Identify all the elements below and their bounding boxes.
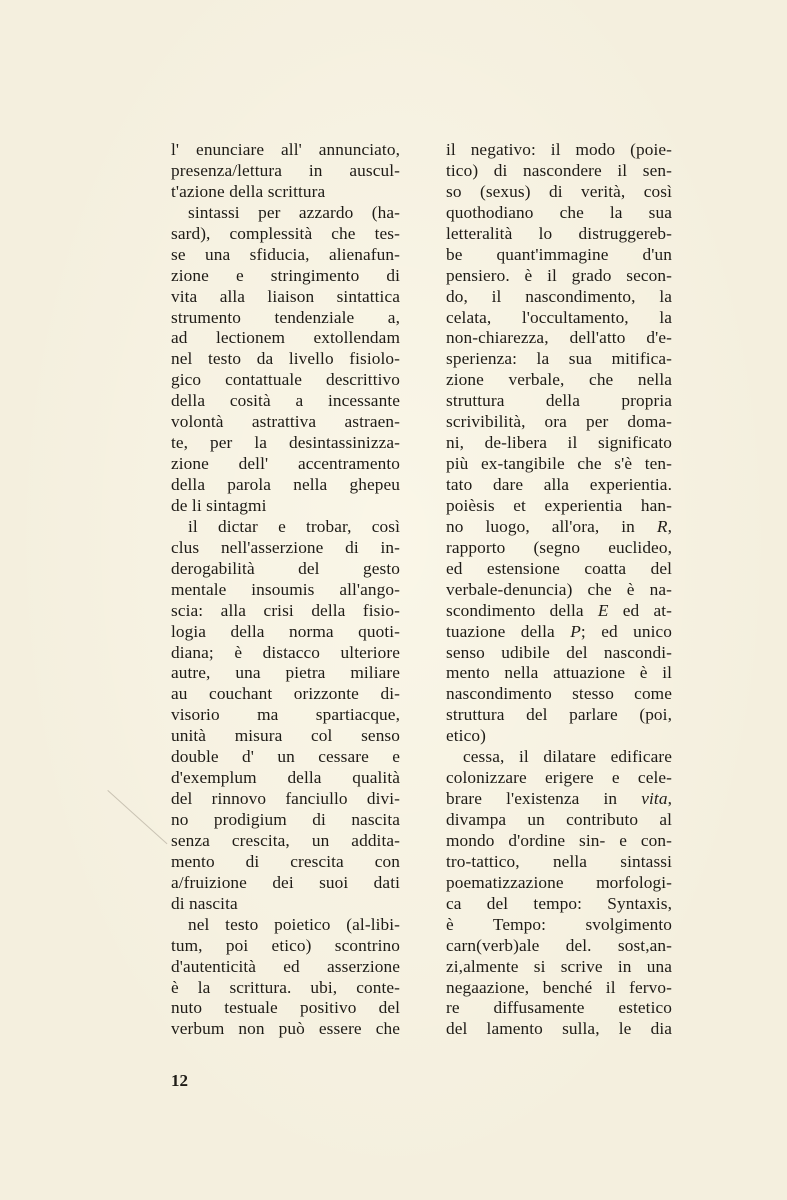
text-line: struttura della propria	[446, 391, 672, 411]
text-line: l' enunciare all' annunciato,	[171, 140, 400, 159]
text-line: re diffusamente estetico	[446, 998, 672, 1018]
text-line: so (sexus) di verità, così	[446, 181, 672, 201]
text-line: sintassi per azzardo (ha-	[188, 202, 400, 222]
text-line: volontà astrattiva astraen-	[171, 412, 400, 432]
text-line: mento nella attuazione è il	[446, 663, 672, 683]
text-line: be quant'immagine d'un	[446, 244, 672, 264]
text-line: brare l'existenza in vita,	[446, 789, 672, 809]
text-line: di nascita	[171, 893, 238, 913]
text-line: d'autenticità ed asserzione	[171, 956, 400, 976]
text-line: poematizzazione morfologi-	[446, 872, 672, 892]
text-line: il dictar e trobar, così	[188, 516, 400, 536]
text-line: strumento tendenziale a,	[171, 307, 400, 327]
text-line: zione e stringimento di	[171, 265, 400, 285]
text-line: mondo d'ordine sin- e con-	[446, 830, 672, 850]
text-line: colonizzare erigere e cele-	[446, 768, 672, 788]
text-line: mentale insoumis all'ango-	[171, 579, 400, 599]
left-text-column	[171, 140, 400, 1040]
text-line: nascondimento stesso come	[446, 684, 672, 704]
text-line: ed estensione coatta del	[446, 558, 672, 578]
text-line: ni, de-libera il significato	[446, 433, 672, 453]
text-line: diana; è distacco ulteriore	[171, 642, 400, 662]
text-line: tro-tattico, nella sintassi	[446, 851, 672, 871]
text-line: ad lectionem extollendam	[171, 328, 400, 348]
text-line: clus nell'asserzione di in-	[171, 537, 400, 557]
text-line: a/fruizione dei suoi dati	[171, 872, 400, 892]
text-line: d'exemplum della qualità	[171, 768, 400, 788]
text-line: t'azione della scrittura	[171, 181, 326, 201]
text-line: tato dare alla experientia.	[446, 475, 672, 494]
text-line: il negativo: il modo (poie-	[446, 140, 672, 159]
text-line: struttura del parlare (poi,	[446, 705, 672, 725]
text-line: se una sfiducia, alienafun-	[171, 244, 400, 264]
text-line: scondimento della E ed at-	[446, 600, 672, 620]
text-line: logia della norma quoti-	[171, 621, 400, 641]
text-line: etico)	[446, 726, 486, 746]
text-line: autre, una pietra miliare	[171, 663, 400, 683]
page-number: 12	[171, 1071, 188, 1090]
text-line: nel testo da livello fisiolo-	[171, 349, 400, 369]
text-line: della parola nella ghepeu	[171, 475, 400, 494]
text-line: poièsis et experientia han-	[446, 495, 672, 515]
text-line: tum, poi etico) scontrino	[171, 935, 400, 955]
right-text-column	[446, 140, 672, 1040]
text-line: divampa un contributo al	[446, 810, 672, 829]
text-line: zi,almente si scrive in una	[446, 956, 672, 976]
text-line: del lamento sulla, le dia	[446, 1019, 672, 1039]
text-line: unità misura col senso	[171, 726, 400, 746]
text-line: è la scrittura. ubi, conte-	[171, 977, 400, 997]
text-line: presenza/lettura in auscul-	[171, 160, 400, 180]
text-line: nuto testuale positivo del	[171, 998, 400, 1018]
text-line: carn(verb)ale del. sost,an-	[446, 935, 672, 955]
text-line: negaazione, benché il fervo-	[446, 977, 672, 997]
text-line: zione dell' accentramento	[171, 454, 400, 474]
text-line: derogabilità del gesto	[171, 558, 400, 578]
text-line: del rinnovo fanciullo divi-	[171, 789, 400, 809]
text-line: zione verbale, che nella	[446, 370, 672, 390]
text-line: scia: alla crisi della fisio-	[171, 600, 400, 620]
text-line: do, il nascondimento, la	[446, 286, 672, 306]
text-line: verbum non può essere che	[171, 1019, 400, 1039]
text-line: gico contattuale descrittivo	[171, 370, 400, 390]
text-line: nel testo poietico (al-libi-	[188, 914, 400, 934]
text-line: è Tempo: svolgimento	[446, 914, 672, 934]
text-line: no luogo, all'ora, in R,	[446, 516, 672, 536]
text-line: letteralità lo distruggereb-	[446, 223, 672, 243]
text-line: non-chiarezza, dell'atto d'e-	[446, 328, 672, 348]
text-line: rapporto (segno euclideo,	[446, 537, 672, 557]
text-line: tuazione della P; ed unico	[446, 621, 672, 641]
text-line: senso udibile del nascondi-	[446, 642, 672, 662]
text-line: cessa, il dilatare edificare	[463, 747, 672, 767]
text-line: celata, l'occultamento, la	[446, 307, 672, 327]
text-line: quothodiano che la sua	[446, 202, 672, 222]
text-line: no prodigium di nascita	[171, 810, 400, 829]
text-line: vita alla liaison sintattica	[171, 286, 400, 306]
text-line: più ex-tangibile che s'è ten-	[446, 454, 672, 474]
text-line: senza crescita, un addita-	[171, 830, 400, 850]
paper-crease	[107, 790, 167, 844]
text-line: de li sintagmi	[171, 495, 267, 515]
text-line: te, per la desintassinizza-	[171, 433, 400, 453]
text-line: sard), complessità che tes-	[171, 223, 400, 243]
text-line: ca del tempo: Syntaxis,	[446, 893, 672, 913]
text-line: au couchant orizzonte di-	[171, 684, 400, 704]
text-line: visorio ma spartiacque,	[171, 705, 400, 725]
text-line: verbale-denuncia) che è na-	[446, 579, 672, 599]
text-line: tico) di nascondere il sen-	[446, 160, 672, 180]
text-line: della cosità a incessante	[171, 391, 400, 411]
text-line: sperienza: la sua mitifica-	[446, 349, 672, 369]
text-line: mento di crescita con	[171, 851, 400, 871]
text-line: scrivibilità, ora per doma-	[446, 412, 672, 432]
text-line: pensiero. è il grado secon-	[446, 265, 672, 285]
text-line: double d' un cessare e	[171, 747, 400, 767]
